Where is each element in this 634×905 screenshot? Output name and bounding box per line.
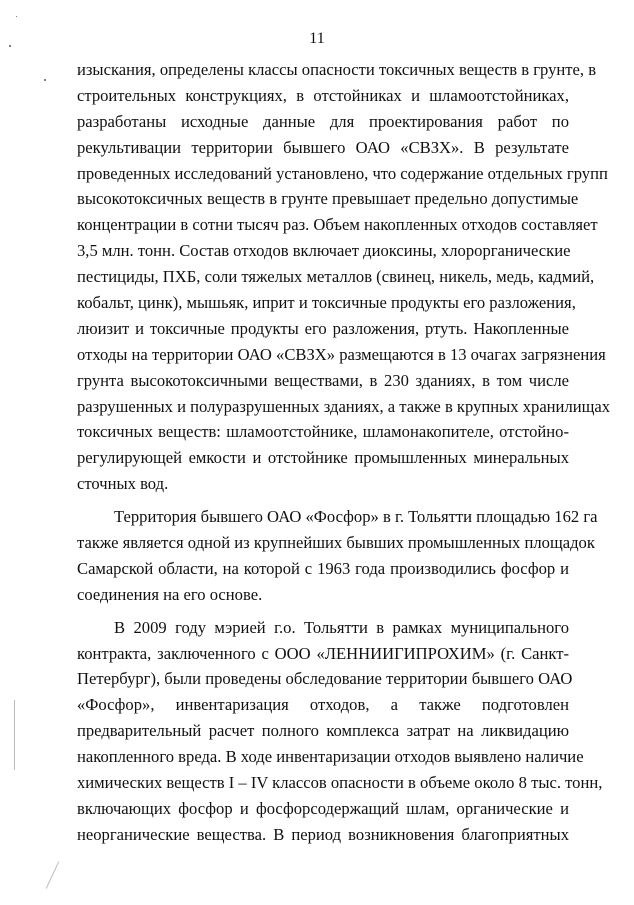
text-line: строительных конструкциях, в отстойниках и шламоотстойниках, bbox=[77, 85, 569, 105]
page-number: 11 bbox=[309, 30, 325, 47]
paragraph bbox=[77, 57, 611, 497]
text-line: отходы на территории ОАО «СВЗХ» размещаются в 13 очагах загрязнения bbox=[77, 344, 606, 364]
text-line: В 2009 году мэрией г.о. Тольятти в рамках муниципального bbox=[114, 617, 569, 637]
text-line: сточных вод. bbox=[77, 474, 169, 494]
scan-edge-mark bbox=[46, 861, 60, 889]
text-line: рекультивации территории бывшего ОАО «СВЗХ». В результате bbox=[77, 137, 569, 157]
paragraph-gap bbox=[77, 608, 569, 615]
text-line: разработаны исходные данные для проектирования работ по bbox=[77, 111, 569, 131]
text-line: проведенных исследований установлено, что содержание отдельных групп bbox=[77, 163, 608, 183]
scan-edge-mark bbox=[14, 700, 15, 770]
scan-speck bbox=[16, 16, 17, 17]
text-line: накопленного вреда. В ходе инвентаризации отходов выявлено наличие bbox=[77, 747, 584, 767]
text-line: высокотоксичных веществ в грунте превышает предельно допустимые bbox=[77, 189, 579, 209]
text-line: также является одной из крупнейших бывших промышленных площадок bbox=[77, 533, 595, 553]
text-line: предварительный расчет полного комплекса затрат на ликвидацию bbox=[77, 721, 569, 741]
text-line: Петербург), были проведены обследование территории бывшего ОАО bbox=[77, 669, 573, 689]
text-line: соединения на его основе. bbox=[77, 584, 263, 604]
text-line: 3,5 млн. тонн. Состав отходов включает диоксины, хлорорганические bbox=[77, 241, 571, 261]
text-line: изыскания, определены классы опасности токсичных веществ в грунте, в bbox=[77, 60, 597, 79]
text-line: неорганические вещества. В период возникновения благоприятных bbox=[77, 824, 569, 844]
text-line: токсичных веществ: шламоотстойнике, шламонакопителе, отстойно- bbox=[77, 422, 569, 442]
text-line: люизит и токсичные продукты его разложения, ртуть. Накопленные bbox=[77, 318, 569, 338]
text-line: включающих фосфор и фосфорсодержащий шлам, органические и bbox=[77, 798, 569, 818]
text-line: разрушенных и полуразрушенных зданиях, а также в крупных хранилищах bbox=[77, 396, 611, 416]
text-line: Самарской области, на которой с 1963 года производились фосфор и bbox=[77, 558, 569, 578]
text-line: концентрации в сотни тысяч раз. Объем накопленных отходов составляет bbox=[77, 215, 598, 235]
text-line: «Фосфор», инвентаризация отходов, а также подготовлен bbox=[77, 695, 569, 715]
text-line: кобальт, цинк), мышьяк, иприт и токсичные продукты его разложения, bbox=[77, 293, 576, 313]
text-line: химических веществ I – IV классов опасности в объеме около 8 тыс. тонн, bbox=[77, 773, 603, 793]
scan-speck bbox=[44, 79, 46, 81]
text-line: Территория бывшего ОАО «Фосфор» в г. Тольятти площадью 162 га bbox=[114, 507, 598, 527]
paragraph-gap bbox=[77, 497, 569, 504]
text-line: контракта, заключенного с ООО «ЛЕННИИГИПРОХИМ» (г. Санкт- bbox=[77, 643, 569, 663]
body-text bbox=[77, 57, 611, 848]
paragraph bbox=[77, 615, 603, 848]
text-line: регулирующей емкости и отстойнике промышленных минеральных bbox=[77, 448, 569, 468]
text-line: грунта высокотоксичными веществами, в 230 зданиях, в том числе bbox=[77, 370, 569, 390]
text-line: пестициды, ПХБ, соли тяжелых металлов (свинец, никель, медь, кадмий, bbox=[77, 267, 595, 287]
paragraph bbox=[77, 504, 598, 608]
